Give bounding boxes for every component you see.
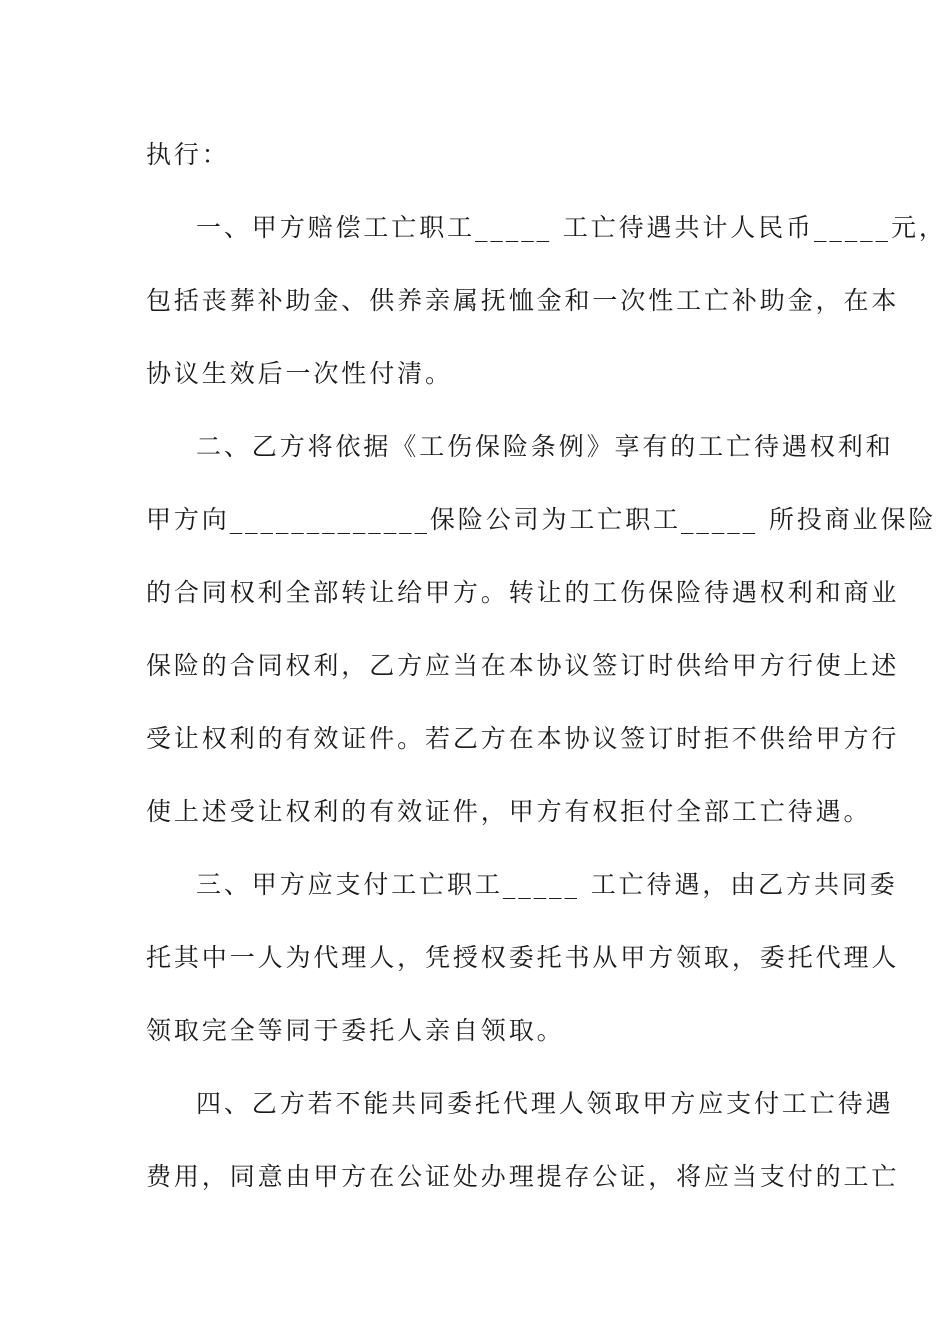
clause-4-line: 四、乙方若不能共同委托代理人领取甲方应支付工亡待遇 bbox=[196, 1089, 894, 1118]
text-line: 包括丧葬补助金、供养亲属抚恤金和一次性工亡补助金，在本 bbox=[146, 286, 900, 315]
text-line: 的合同权利全部转让给甲方。转让的工伤保险待遇权利和商业 bbox=[146, 578, 900, 607]
text-line: 领取完全等同于委托人亲自领取。 bbox=[146, 1016, 565, 1045]
text-line: 保险的合同权利，乙方应当在本协议签订时供给甲方行使上述 bbox=[146, 651, 900, 680]
clause-3-line: 三、甲方应支付工亡职工_____ 工亡待遇，由乙方共同委 bbox=[196, 870, 898, 899]
text-line: 费用，同意由甲方在公证处办理提存公证，将应当支付的工亡 bbox=[146, 1162, 900, 1191]
text-line: 使上述受让权利的有效证件，甲方有权拒付全部工亡待遇。 bbox=[146, 797, 872, 826]
clause-2-line: 二、乙方将依据《工伤保险条例》享有的工亡待遇权利和 bbox=[196, 432, 894, 461]
text-line: 受让权利的有效证件。若乙方在本协议签订时拒不供给甲方行 bbox=[146, 724, 900, 753]
clause-1-line: 一、甲方赔偿工亡职工_____ 工亡待遇共计人民币_____元， bbox=[196, 213, 947, 242]
text-line: 甲方向_____________保险公司为工亡职工_____ 所投商业保险 bbox=[146, 505, 937, 534]
text-line: 协议生效后一次性付清。 bbox=[146, 359, 453, 388]
text-line: 执行： bbox=[146, 140, 230, 169]
text-line: 托其中一人为代理人，凭授权委托书从甲方领取，委托代理人 bbox=[146, 943, 900, 972]
